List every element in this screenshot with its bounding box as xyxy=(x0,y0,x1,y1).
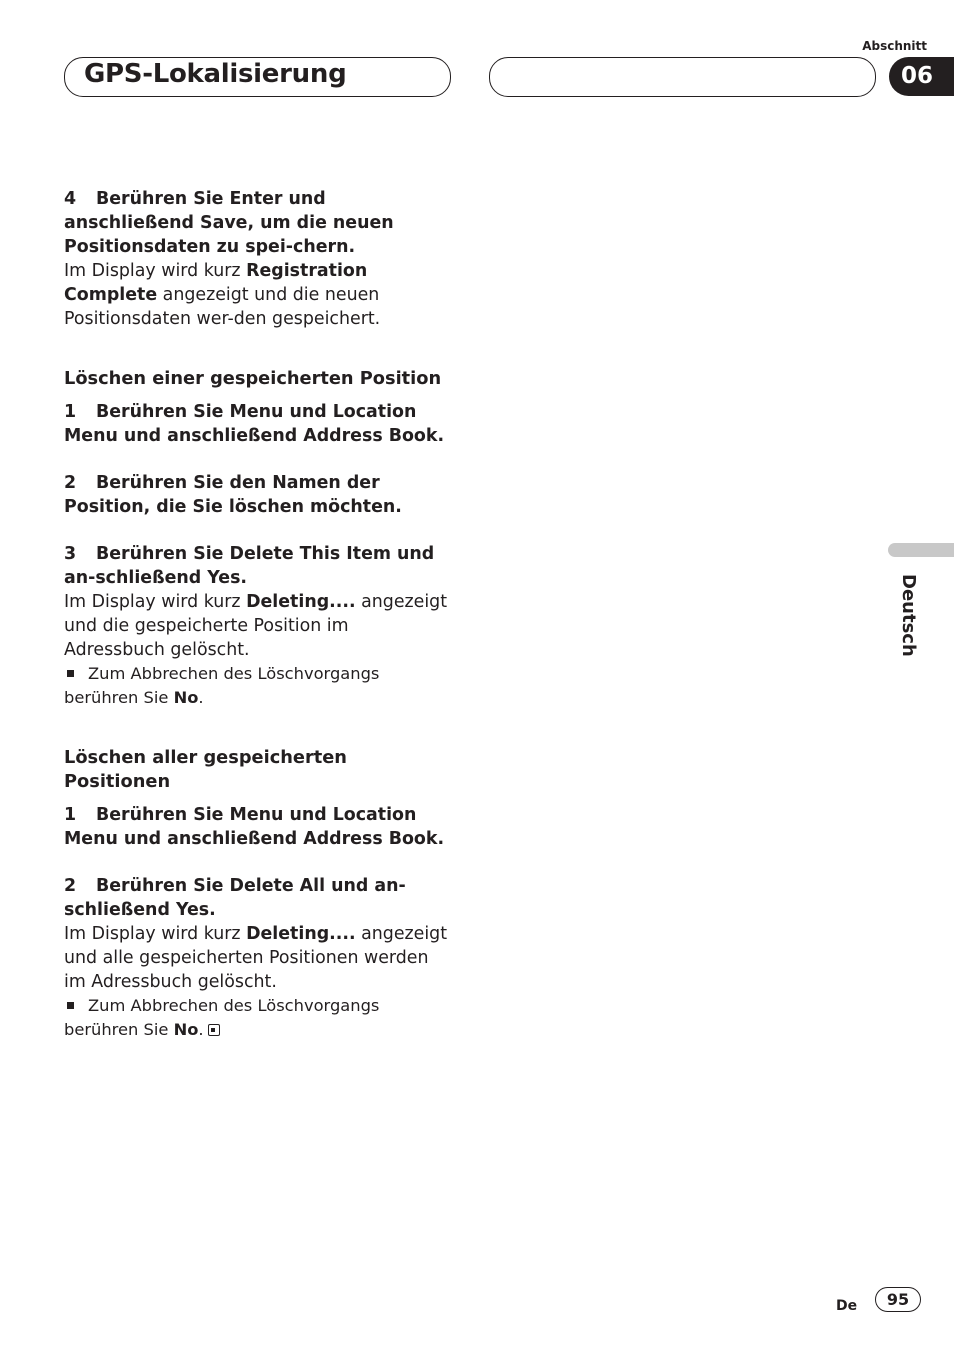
page-number: 95 xyxy=(875,1287,921,1312)
note-bullet-icon xyxy=(67,1002,74,1009)
step-2 xyxy=(64,874,454,922)
step-2-description xyxy=(64,922,454,994)
page-title: GPS-Lokalisierung xyxy=(84,59,347,89)
main-column xyxy=(64,187,454,1042)
note-text: Zum Abbrechen des Löschvorgangs berühren Sie xyxy=(64,664,380,707)
note-text: . xyxy=(198,688,204,707)
footer-language-code: De xyxy=(836,1298,858,1314)
step-number: 4 xyxy=(64,189,77,209)
section-number-tab: 06 xyxy=(889,57,954,96)
step-text: Berühren Sie Enter und anschließend Save, um die neuen Positionsdaten zu spei-chern. xyxy=(64,189,394,257)
body-text: angezeigt und die neuen Positionsdaten wer-den gespeichert. xyxy=(64,285,381,329)
body-text: Im Display wird kurz xyxy=(64,261,247,281)
step-2 xyxy=(64,471,454,519)
note-text: Zum Abbrechen des Löschvorgangs berühren Sie xyxy=(64,996,380,1039)
body-text: angezeigt und die gespeicherte Position im Adressbuch gelöscht. xyxy=(64,592,448,660)
note xyxy=(64,662,454,710)
note-text: . xyxy=(198,1020,204,1039)
section-end-icon xyxy=(208,1024,220,1036)
note-bullet-icon xyxy=(67,670,74,677)
step-4 xyxy=(64,187,454,259)
step-text: Berühren Sie Delete All und an-schließend Yes. xyxy=(64,876,406,920)
step-1 xyxy=(64,803,454,851)
body-text: Im Display wird kurz xyxy=(64,592,247,612)
section-label: Abschnitt xyxy=(862,39,927,53)
note-keyword: No xyxy=(173,688,199,707)
body-text: Im Display wird kurz xyxy=(64,924,247,944)
header-empty-frame xyxy=(489,57,876,97)
step-number: 2 xyxy=(64,473,77,493)
step-number: 2 xyxy=(64,876,77,896)
step-3-description xyxy=(64,590,454,662)
step-number: 3 xyxy=(64,544,77,564)
step-4-description xyxy=(64,259,454,331)
step-number: 1 xyxy=(64,402,77,422)
step-3 xyxy=(64,542,454,590)
display-message: Deleting.... xyxy=(246,924,356,944)
language-tab-label: Deutsch xyxy=(898,574,919,657)
subheading-delete-one: Löschen einer gespeicherten Position xyxy=(64,368,442,389)
step-number: 1 xyxy=(64,805,77,825)
step-1 xyxy=(64,400,454,448)
subheading-delete-all: Löschen aller gespeicherten Positionen xyxy=(64,747,347,792)
display-message: Deleting.... xyxy=(246,592,356,612)
step-text: Berühren Sie Menu und Location Menu und anschließend Address Book. xyxy=(64,805,445,849)
language-tab-bar xyxy=(888,543,954,557)
body-text: angezeigt und alle gespeicherten Positionen werden im Adressbuch gelöscht. xyxy=(64,924,448,992)
note xyxy=(64,994,454,1042)
display-message: Registration Complete xyxy=(64,261,368,305)
step-text: Berühren Sie den Namen der Position, die Sie löschen möchten. xyxy=(64,473,402,517)
note-keyword: No xyxy=(173,1020,199,1039)
step-text: Berühren Sie Menu und Location Menu und anschließend Address Book. xyxy=(64,402,445,446)
step-text: Berühren Sie Delete This Item und an-schließend Yes. xyxy=(64,544,435,588)
